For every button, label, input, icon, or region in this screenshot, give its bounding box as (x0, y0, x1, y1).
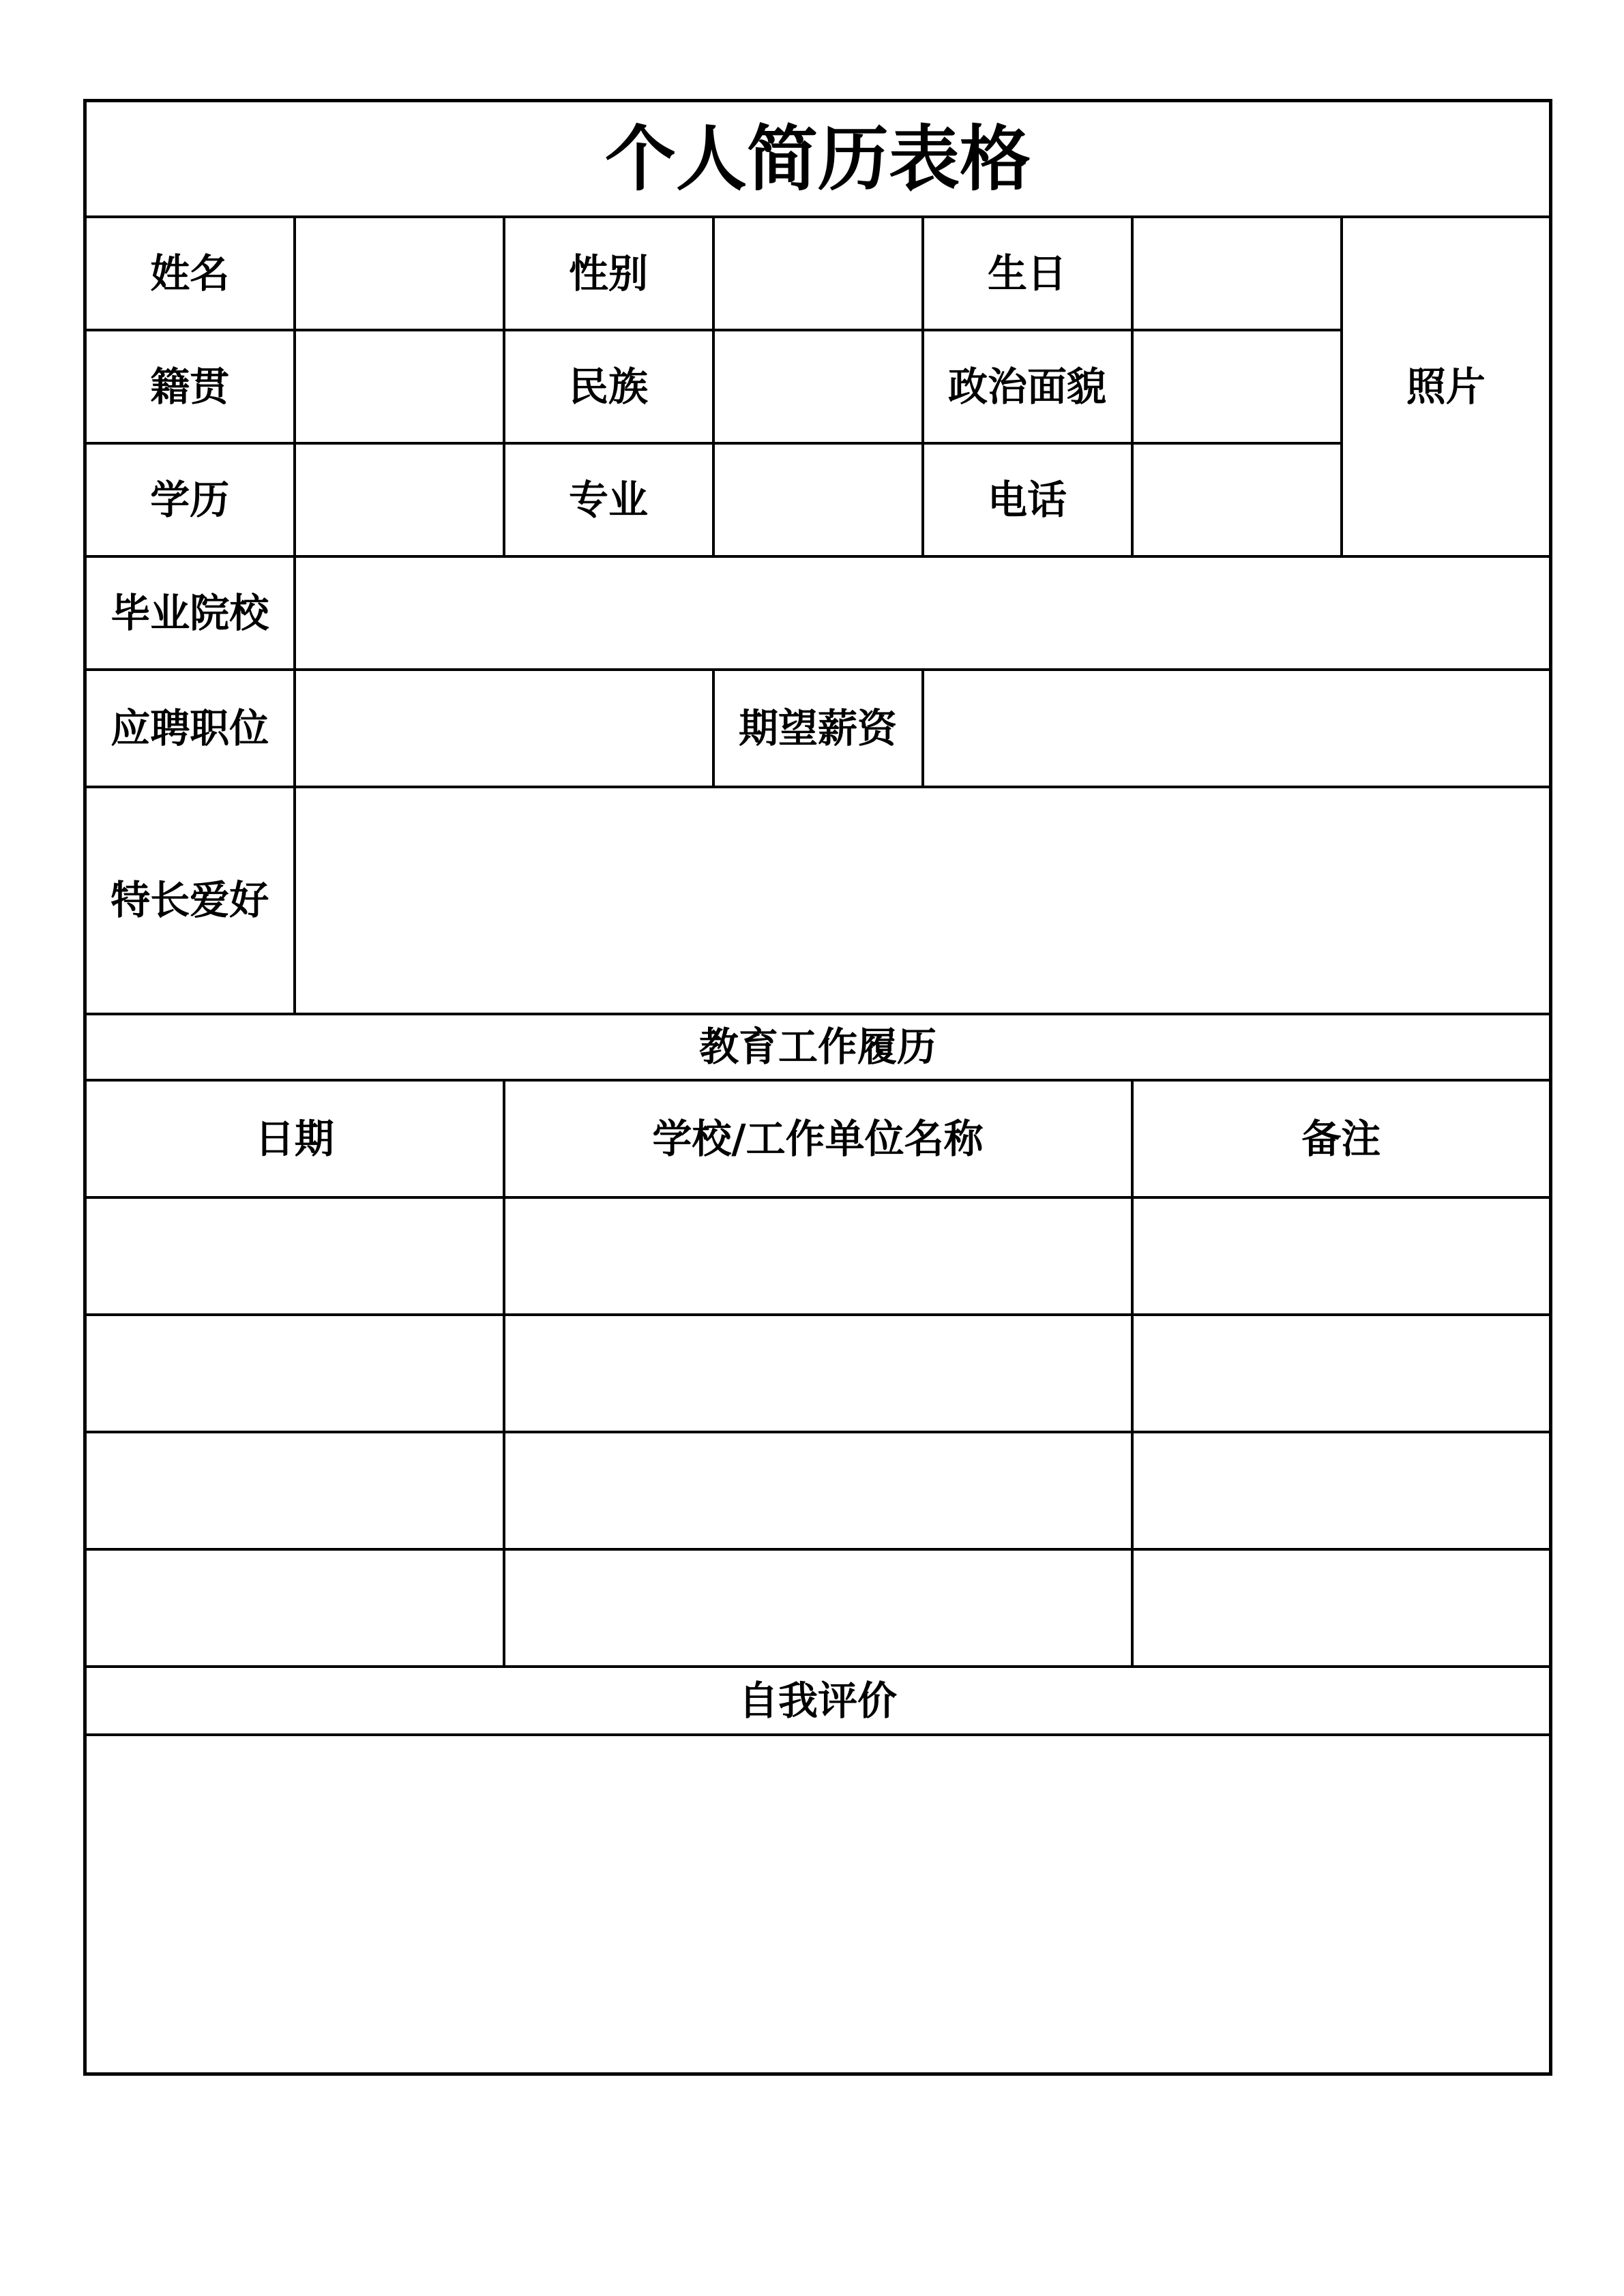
history-col-date: 日期 (85, 1080, 504, 1197)
label-school: 毕业院校 (85, 556, 295, 670)
photo-box[interactable]: 照片 (1342, 217, 1551, 556)
label-political-status: 政治面貌 (923, 330, 1132, 443)
history-notes-cell[interactable] (1132, 1432, 1551, 1549)
history-notes-cell[interactable] (1132, 1549, 1551, 1667)
table-row (85, 1315, 1551, 1432)
education-field[interactable] (295, 443, 504, 556)
label-ethnicity: 民族 (504, 330, 713, 443)
hobbies-field[interactable] (295, 787, 1551, 1014)
label-hobbies: 特长爱好 (85, 787, 295, 1014)
history-date-cell[interactable] (85, 1197, 504, 1315)
history-notes-cell[interactable] (1132, 1197, 1551, 1315)
history-organization-cell[interactable] (504, 1315, 1132, 1432)
label-birthday: 生日 (923, 217, 1132, 330)
name-field[interactable] (295, 217, 504, 330)
history-organization-cell[interactable] (504, 1432, 1132, 1549)
label-education: 学历 (85, 443, 295, 556)
label-name: 姓名 (85, 217, 295, 330)
history-date-cell[interactable] (85, 1549, 504, 1667)
label-gender: 性别 (504, 217, 713, 330)
history-date-cell[interactable] (85, 1315, 504, 1432)
label-salary: 期望薪资 (713, 670, 923, 787)
major-field[interactable] (713, 443, 923, 556)
history-notes-cell[interactable] (1132, 1315, 1551, 1432)
label-native-place: 籍贯 (85, 330, 295, 443)
salary-field[interactable] (923, 670, 1551, 787)
self-evaluation-field[interactable] (85, 1735, 1551, 2074)
birthday-field[interactable] (1132, 217, 1342, 330)
table-row (85, 1432, 1551, 1549)
self-evaluation-section-title: 自我评价 (85, 1667, 1551, 1735)
ethnicity-field[interactable] (713, 330, 923, 443)
phone-field[interactable] (1132, 443, 1342, 556)
history-section-title: 教育工作履历 (85, 1014, 1551, 1080)
history-date-cell[interactable] (85, 1432, 504, 1549)
native-place-field[interactable] (295, 330, 504, 443)
gender-field[interactable] (713, 217, 923, 330)
label-position: 应聘职位 (85, 670, 295, 787)
history-col-notes: 备注 (1132, 1080, 1551, 1197)
history-col-organization: 学校/工作单位名称 (504, 1080, 1132, 1197)
political-status-field[interactable] (1132, 330, 1342, 443)
position-field[interactable] (295, 670, 713, 787)
resume-form-table (83, 99, 1552, 2076)
form-title: 个人简历表格 (85, 101, 1551, 217)
table-row (85, 1549, 1551, 1667)
history-organization-cell[interactable] (504, 1197, 1132, 1315)
table-row (85, 1197, 1551, 1315)
school-field[interactable] (295, 556, 1551, 670)
history-organization-cell[interactable] (504, 1549, 1132, 1667)
label-major: 专业 (504, 443, 713, 556)
label-phone: 电话 (923, 443, 1132, 556)
